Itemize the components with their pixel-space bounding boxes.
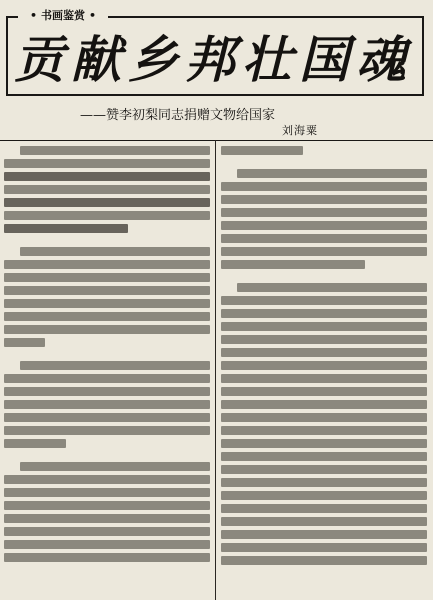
text-line	[221, 195, 427, 204]
text-line	[4, 374, 210, 383]
text-line	[221, 234, 427, 243]
text-line	[4, 475, 210, 484]
text-line	[221, 361, 427, 370]
text-line	[221, 478, 427, 487]
text-line	[4, 325, 210, 334]
text-line	[4, 224, 128, 233]
text-line	[221, 530, 427, 539]
text-line	[221, 426, 427, 435]
text-line	[221, 439, 427, 448]
text-line	[4, 172, 210, 181]
text-line	[221, 413, 427, 422]
text-line	[221, 517, 427, 526]
text-line	[20, 146, 210, 155]
text-line	[221, 182, 427, 191]
text-line	[221, 322, 427, 331]
text-line	[221, 543, 427, 552]
article-byline: 刘海粟	[282, 124, 318, 137]
text-line	[4, 286, 210, 295]
column-tag	[18, 4, 108, 26]
text-line	[221, 452, 427, 461]
article-column-left	[4, 142, 210, 598]
article-subtitle: ——赞李初梨同志捐赠文物给国家	[80, 108, 276, 123]
text-line	[4, 273, 210, 282]
text-line	[4, 198, 210, 207]
column-divider	[215, 140, 216, 600]
text-line	[4, 185, 210, 194]
text-line	[221, 146, 303, 155]
text-line	[20, 462, 210, 471]
text-line	[4, 501, 210, 510]
bullet-icon: •	[89, 8, 97, 22]
article-column-right	[221, 142, 427, 598]
text-line	[4, 413, 210, 422]
text-line	[4, 527, 210, 536]
text-line	[221, 309, 427, 318]
column-top-rule	[0, 140, 433, 141]
text-line	[20, 247, 210, 256]
text-line	[221, 387, 427, 396]
text-line	[4, 553, 210, 562]
text-line	[4, 211, 210, 220]
text-line	[237, 169, 427, 178]
text-line	[237, 283, 427, 292]
text-line	[221, 221, 427, 230]
text-line	[221, 491, 427, 500]
article-headline: 贡献乡邦壮国魂	[14, 30, 413, 89]
text-line	[221, 400, 427, 409]
text-line	[4, 338, 45, 347]
text-line	[4, 439, 66, 448]
text-line	[221, 260, 365, 269]
text-line	[4, 260, 210, 269]
text-line	[4, 488, 210, 497]
text-line	[4, 400, 210, 409]
text-line	[4, 299, 210, 308]
text-line	[4, 159, 210, 168]
text-line	[221, 504, 427, 513]
text-line	[221, 348, 427, 357]
text-line	[221, 208, 427, 217]
text-line	[221, 335, 427, 344]
text-line	[221, 296, 427, 305]
text-line	[221, 247, 427, 256]
text-line	[4, 514, 210, 523]
bullet-icon: •	[29, 8, 37, 22]
text-line	[221, 556, 427, 565]
text-line	[4, 426, 210, 435]
text-line	[20, 361, 210, 370]
text-line	[4, 312, 210, 321]
text-line	[4, 540, 210, 549]
text-line	[221, 465, 427, 474]
column-tag-label: 书画鉴赏	[41, 9, 85, 22]
text-line	[221, 374, 427, 383]
text-line	[4, 387, 210, 396]
